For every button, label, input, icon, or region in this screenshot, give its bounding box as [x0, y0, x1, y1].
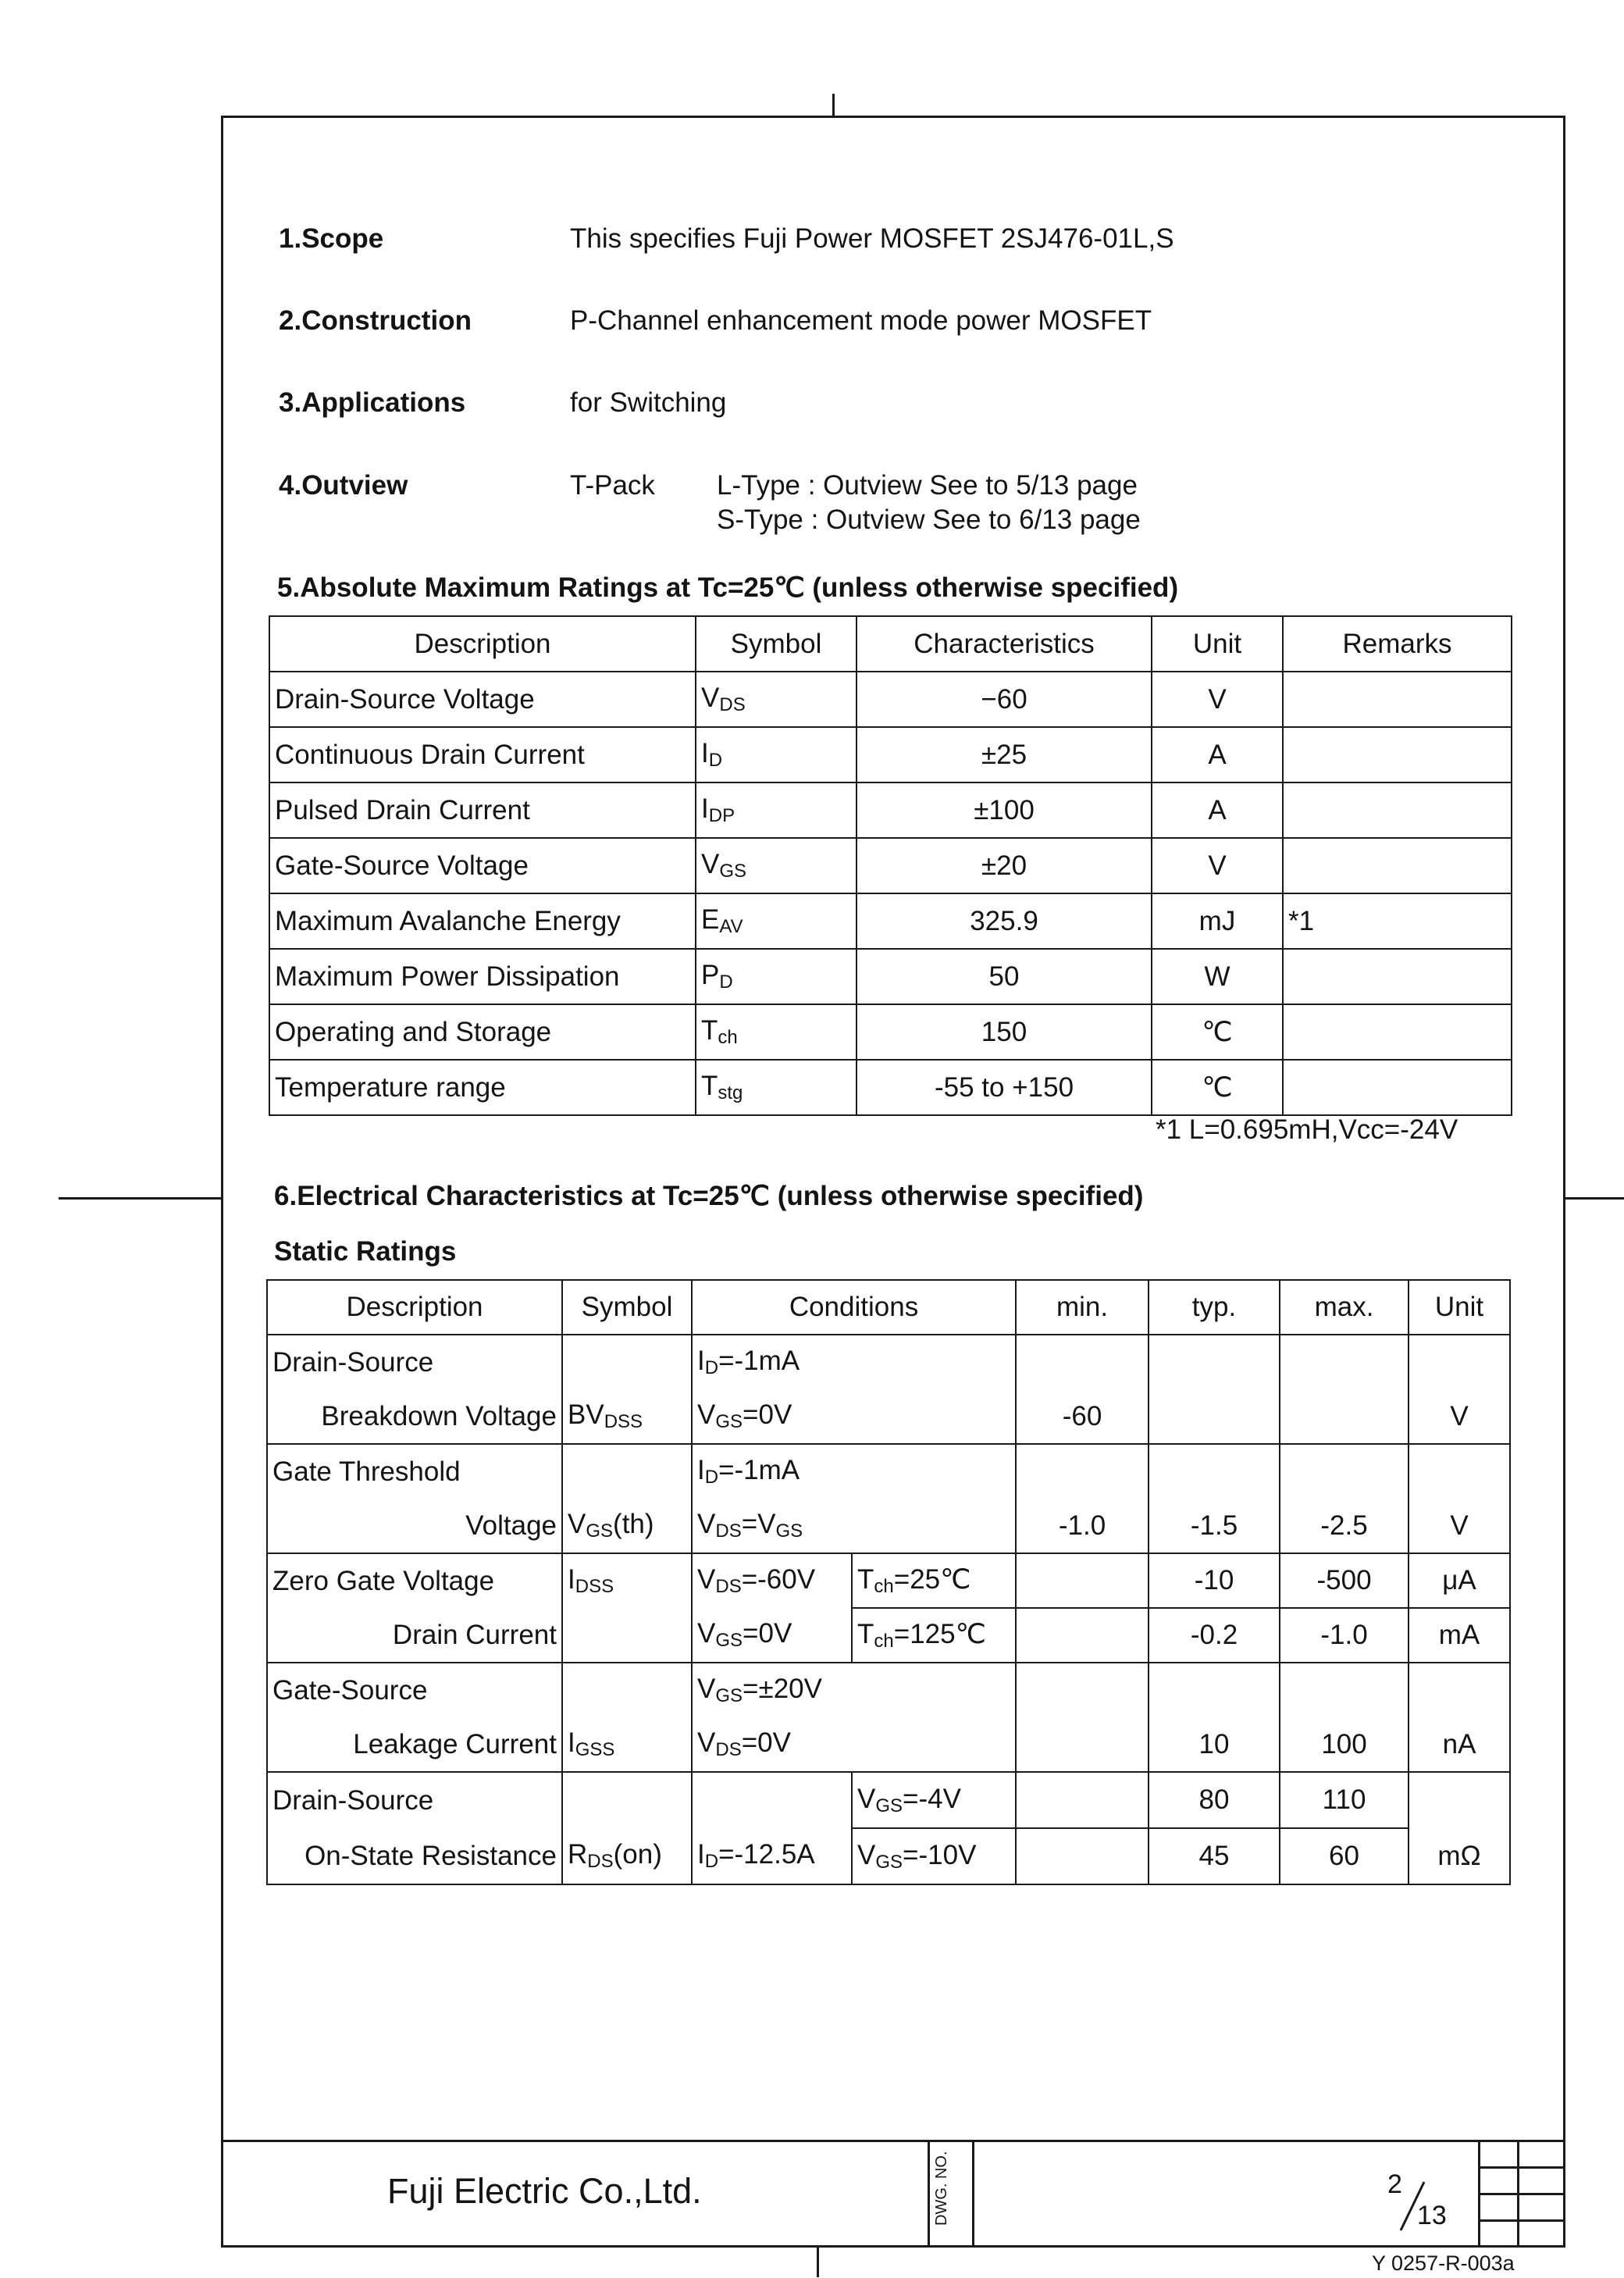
- row-symbol: $V_{DS}$: [696, 672, 857, 727]
- row-description: Continuous Drain Current: [269, 727, 696, 783]
- idss-symbol-spacer: [562, 1608, 692, 1663]
- table-row: [267, 1499, 1510, 1553]
- header-unit: Unit: [1409, 1280, 1510, 1335]
- bvdss-typ-spacer: [1149, 1335, 1280, 1389]
- igss-max: 100: [1280, 1717, 1409, 1772]
- table-row: [269, 783, 1512, 838]
- outview-label: 4.Outview: [279, 470, 408, 501]
- elec-header-row: [267, 1280, 1510, 1335]
- igss-desc-line2: Leakage Current: [267, 1717, 562, 1772]
- row-description: Maximum Avalanche Energy: [269, 893, 696, 949]
- row-unit: W: [1152, 949, 1283, 1004]
- vgsth-typ-spacer: [1149, 1444, 1280, 1499]
- row-value: -55 to +150: [857, 1060, 1152, 1115]
- registration-tick-bottom: [817, 2246, 819, 2277]
- row-remark: [1283, 1004, 1512, 1060]
- vgsth-max: -2.5: [1280, 1499, 1409, 1553]
- row-description: Maximum Power Dissipation: [269, 949, 696, 1004]
- header-symbol: Symbol: [696, 616, 857, 672]
- vgsth-unit: V: [1409, 1499, 1510, 1553]
- bvdss-desc-line2: Breakdown Voltage: [267, 1389, 562, 1444]
- row-remark: [1283, 672, 1512, 727]
- table-row: [267, 1444, 1510, 1499]
- footer-separator: [221, 2140, 1565, 2142]
- bvdss-typ: [1149, 1389, 1280, 1444]
- igss-max-spacer: [1280, 1663, 1409, 1717]
- idss-max2: -1.0: [1280, 1608, 1409, 1663]
- igss-desc-line1: Gate-Source: [267, 1663, 562, 1717]
- row-value: 150: [857, 1004, 1152, 1060]
- table-row: [267, 1717, 1510, 1772]
- igss-min-spacer: [1016, 1663, 1149, 1717]
- row-symbol: $I_{DP}$: [696, 783, 857, 838]
- rdson-desc-line1: Drain-Source: [267, 1772, 562, 1828]
- registration-tick-right: [1565, 1197, 1624, 1200]
- registration-tick-left: [59, 1197, 223, 1200]
- bvdss-unit: V: [1409, 1389, 1510, 1444]
- page-total: 13: [1417, 2201, 1447, 2230]
- igss-typ: 10: [1149, 1717, 1280, 1772]
- idss-typ2: -0.2: [1149, 1608, 1280, 1663]
- idss-desc-line2: Drain Current: [267, 1608, 562, 1663]
- table-row: [269, 949, 1512, 1004]
- table-row: [269, 893, 1512, 949]
- vgsth-desc-line2: Voltage: [267, 1499, 562, 1553]
- idss-unit1: μA: [1409, 1553, 1510, 1608]
- vgsth-symbol-spacer: [562, 1444, 692, 1499]
- rdson-cond-spacer: [692, 1772, 852, 1828]
- table-row: [269, 672, 1512, 727]
- bvdss-symbol: $BV_{DSS}$: [562, 1389, 692, 1444]
- table-row: [267, 1772, 1510, 1828]
- idss-max1: -500: [1280, 1553, 1409, 1608]
- igss-cond-vgs: $V_{GS}=\pm 20V$: [692, 1663, 1016, 1717]
- header-conditions: Conditions: [692, 1280, 1016, 1335]
- company-name: Fuji Electric Co.,Ltd.: [387, 2171, 702, 2211]
- abs-max-footnote: *1 L=0.695mH,Vcc=-24V: [1156, 1114, 1458, 1145]
- rdson-min1: [1016, 1772, 1149, 1828]
- row-unit: ℃: [1152, 1004, 1283, 1060]
- table-row: [269, 1060, 1512, 1115]
- document-code: Y 0257-R-003a: [1372, 2251, 1515, 2275]
- row-description: Operating and Storage: [269, 1004, 696, 1060]
- vgsth-unit-spacer: [1409, 1444, 1510, 1499]
- row-value: ±25: [857, 727, 1152, 783]
- table-row: [267, 1663, 1510, 1717]
- rdson-symbol-spacer: [562, 1772, 692, 1828]
- elec-title: 6.Electrical Characteristics at Tc=25℃ (unless otherwise specified): [274, 1181, 1144, 1211]
- row-symbol: $E_{AV}$: [696, 893, 857, 949]
- vgsth-desc-line1: Gate Threshold: [267, 1444, 562, 1499]
- outview-l-type: L-Type : Outview See to 5/13 page: [717, 470, 1138, 501]
- row-value: ±100: [857, 783, 1152, 838]
- bvdss-cond-id: $I_D=-1mA$: [692, 1335, 1016, 1389]
- igss-symbol-spacer: [562, 1663, 692, 1717]
- igss-typ-spacer: [1149, 1663, 1280, 1717]
- rdson-desc-line2: On-State Resistance: [267, 1828, 562, 1884]
- abs-max-title: 5.Absolute Maximum Ratings at Tc=25℃ (unless otherwise specified): [277, 572, 1179, 603]
- row-description: Drain-Source Voltage: [269, 672, 696, 727]
- igss-min: [1016, 1717, 1149, 1772]
- header-characteristics: Characteristics: [857, 616, 1152, 672]
- header-typ: typ.: [1149, 1280, 1280, 1335]
- header-remarks: Remarks: [1283, 616, 1512, 672]
- outview-package: T-Pack: [570, 470, 655, 501]
- vgsth-min-spacer: [1016, 1444, 1149, 1499]
- row-value: 325.9: [857, 893, 1152, 949]
- vgsth-max-spacer: [1280, 1444, 1409, 1499]
- header-description: Description: [269, 616, 696, 672]
- row-remark: [1283, 727, 1512, 783]
- rdson-typ2: 45: [1149, 1828, 1280, 1884]
- bvdss-min-spacer: [1016, 1335, 1149, 1389]
- row-value: 50: [857, 949, 1152, 1004]
- applications-text: for Switching: [570, 387, 727, 418]
- table-row: [267, 1608, 1510, 1663]
- table-row: [267, 1389, 1510, 1444]
- row-description: Temperature range: [269, 1060, 696, 1115]
- rdson-unit: mΩ: [1409, 1828, 1510, 1884]
- abs-max-header-row: [269, 616, 1512, 672]
- idss-symbol: $I_{DSS}$: [562, 1553, 692, 1608]
- row-symbol: $T_{stg}$: [696, 1060, 857, 1115]
- rdson-cond-vgs4: $V_{GS}=-4V$: [852, 1772, 1016, 1828]
- rdson-unit-spacer: [1409, 1772, 1510, 1828]
- rdson-min2: [1016, 1828, 1149, 1884]
- rdson-typ1: 80: [1149, 1772, 1280, 1828]
- rdson-cond-vgs10: $V_{GS}=-10V$: [852, 1828, 1016, 1884]
- igss-symbol: $I_{GSS}$: [562, 1717, 692, 1772]
- static-ratings-table: [266, 1279, 1511, 1885]
- row-unit: mJ: [1152, 893, 1283, 949]
- construction-text: P-Channel enhancement mode power MOSFET: [570, 305, 1152, 336]
- vgsth-cond-vds: $V_{DS}=V_{GS}$: [692, 1499, 1016, 1553]
- row-unit: ℃: [1152, 1060, 1283, 1115]
- registration-tick-top: [832, 94, 835, 117]
- rdson-cond-id: $I_D=-12.5A$: [692, 1828, 852, 1884]
- idss-cond-vds: $V_{DS}=-60V$: [692, 1553, 852, 1608]
- idss-typ1: -10: [1149, 1553, 1280, 1608]
- row-symbol: $P_D$: [696, 949, 857, 1004]
- idss-cond-tch25: $T_{ch}=25℃$: [852, 1553, 1016, 1608]
- bvdss-unit-spacer: [1409, 1335, 1510, 1389]
- row-remark: [1283, 1060, 1512, 1115]
- vgsth-typ: -1.5: [1149, 1499, 1280, 1553]
- bvdss-max-spacer: [1280, 1335, 1409, 1389]
- bvdss-min: -60: [1016, 1389, 1149, 1444]
- row-value: −60: [857, 672, 1152, 727]
- row-remark: [1283, 783, 1512, 838]
- igss-unit: nA: [1409, 1717, 1510, 1772]
- table-row: [269, 1004, 1512, 1060]
- row-value: ±20: [857, 838, 1152, 893]
- header-unit: Unit: [1152, 616, 1283, 672]
- row-unit: V: [1152, 672, 1283, 727]
- page-number: 2: [1387, 2169, 1402, 2199]
- vgsth-symbol: $V_{GS}(th)$: [562, 1499, 692, 1553]
- bvdss-max: [1280, 1389, 1409, 1444]
- idss-cond-tch125: $T_{ch}=125℃$: [852, 1608, 1016, 1663]
- applications-label: 3.Applications: [279, 387, 466, 418]
- bvdss-symbol-spacer: [562, 1335, 692, 1389]
- construction-label: 2.Construction: [279, 305, 472, 336]
- drawing-number-label: DWG. NO.: [933, 2151, 950, 2226]
- row-remark: [1283, 838, 1512, 893]
- rdson-max2: 60: [1280, 1828, 1409, 1884]
- bvdss-cond-vgs: $V_{GS}=0V$: [692, 1389, 1016, 1444]
- scope-label: 1.Scope: [279, 223, 384, 254]
- vgsth-min: -1.0: [1016, 1499, 1149, 1553]
- header-symbol: Symbol: [562, 1280, 692, 1335]
- revision-grid: [1478, 2140, 1565, 2248]
- scope-text: This specifies Fuji Power MOSFET 2SJ476-01L,S: [570, 223, 1174, 254]
- header-max: max.: [1280, 1280, 1409, 1335]
- row-unit: V: [1152, 838, 1283, 893]
- table-row: [267, 1335, 1510, 1389]
- table-row: [267, 1553, 1510, 1608]
- idss-min2: [1016, 1608, 1149, 1663]
- rdson-symbol: $R_{DS}(on)$: [562, 1828, 692, 1884]
- row-symbol: $T_{ch}$: [696, 1004, 857, 1060]
- idss-unit2: mA: [1409, 1608, 1510, 1663]
- table-row: [269, 727, 1512, 783]
- static-ratings-subtitle: Static Ratings: [274, 1236, 457, 1267]
- outview-s-type: S-Type : Outview See to 6/13 page: [717, 504, 1141, 535]
- row-symbol: $V_{GS}$: [696, 838, 857, 893]
- table-row: [267, 1828, 1510, 1884]
- igss-cond-vds: $V_{DS}=0V$: [692, 1717, 1016, 1772]
- row-remark: [1283, 949, 1512, 1004]
- row-description: Pulsed Drain Current: [269, 783, 696, 838]
- header-description: Description: [267, 1280, 562, 1335]
- idss-cond-vgs: $V_{GS}=0V$: [692, 1608, 852, 1663]
- row-remark: *1: [1283, 893, 1512, 949]
- row-symbol: $I_D$: [696, 727, 857, 783]
- vgsth-cond-id: $I_D=-1mA$: [692, 1444, 1016, 1499]
- bvdss-desc-line1: Drain-Source: [267, 1335, 562, 1389]
- row-unit: A: [1152, 783, 1283, 838]
- table-row: [269, 838, 1512, 893]
- header-min: min.: [1016, 1280, 1149, 1335]
- abs-max-table: [269, 615, 1512, 1116]
- igss-unit-spacer: [1409, 1663, 1510, 1717]
- row-unit: A: [1152, 727, 1283, 783]
- row-description: Gate-Source Voltage: [269, 838, 696, 893]
- idss-desc-line1: Zero Gate Voltage: [267, 1553, 562, 1608]
- rdson-max1: 110: [1280, 1772, 1409, 1828]
- idss-min1: [1016, 1553, 1149, 1608]
